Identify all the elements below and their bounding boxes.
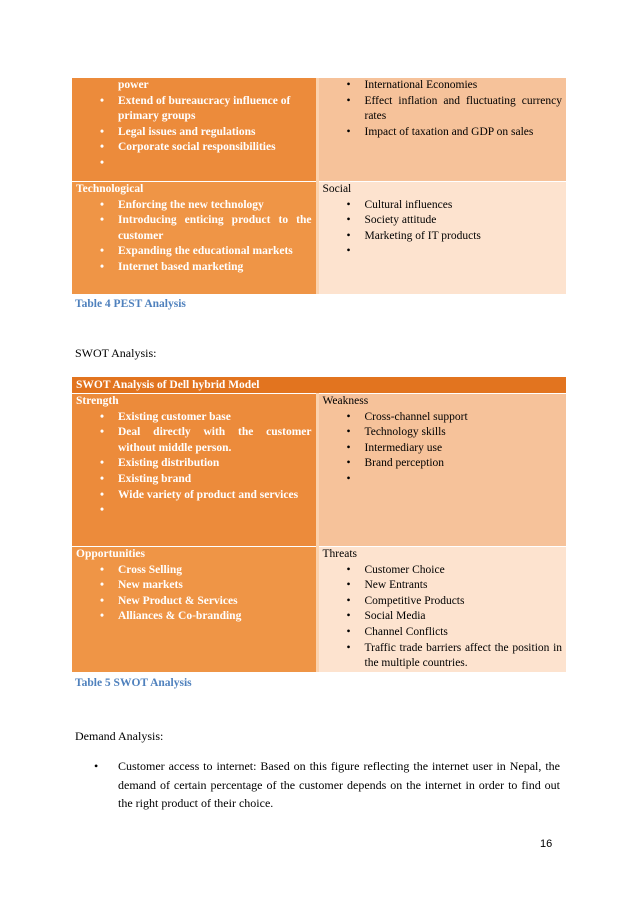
swot-threats-list xyxy=(323,563,563,672)
bullet-icon: • xyxy=(94,759,99,773)
pest-social-list xyxy=(323,198,563,260)
list-item: • New markets xyxy=(96,578,312,594)
swot-weakness-list xyxy=(323,410,563,488)
swot-opportunities-heading: Opportunities xyxy=(76,548,146,560)
list-item: • Extend of bureaucracy influence of primary groups xyxy=(96,94,312,125)
list-item: • Internet based marketing xyxy=(96,260,312,276)
list-item: power xyxy=(118,79,149,91)
swot-strength-heading: Strength xyxy=(76,395,119,407)
list-item: • Deal directly with the customer without middle person. xyxy=(96,425,312,456)
swot-table-title: SWOT Analysis of Dell hybrid Model xyxy=(72,377,566,394)
list-item: • Social Media xyxy=(343,609,563,625)
list-item: • Wide variety of product and services xyxy=(96,488,312,504)
list-item: • Cross Selling xyxy=(96,563,312,579)
swot-weakness-cell xyxy=(317,394,566,547)
swot-opportunities-list xyxy=(76,563,312,625)
list-item: • Traffic trade barriers affect the position in the multiple countries. xyxy=(343,641,563,672)
pest-row-top xyxy=(72,78,566,182)
swot-row-bottom xyxy=(72,547,566,672)
pest-technological-heading: Technological xyxy=(76,183,144,195)
list-item: • Intermediary use xyxy=(343,441,563,457)
list-item: • Brand perception xyxy=(343,456,563,472)
list-item: • Impact of taxation and GDP on sales xyxy=(343,125,563,141)
list-item: • Society attitude xyxy=(343,213,563,229)
pest-political-cell xyxy=(72,78,317,182)
list-item: • Enforcing the new technology xyxy=(96,198,312,214)
list-item: • Competitive Products xyxy=(343,594,563,610)
demand-bullet-text: Customer access to internet: Based on this figure reflecting the internet user in Nepal, the demand of certain percentage of the customer depends on the internet in order to find out the right product of their choice. xyxy=(118,759,560,811)
list-item: • Existing distribution xyxy=(96,456,312,472)
swot-title-row xyxy=(72,377,566,394)
list-item: • Existing customer base xyxy=(96,410,312,426)
list-item xyxy=(96,156,312,172)
swot-row-top xyxy=(72,394,566,547)
list-item: • New Entrants xyxy=(343,578,563,594)
list-item xyxy=(343,244,563,260)
swot-opportunities-cell xyxy=(72,547,317,672)
list-item: • New Product & Services xyxy=(96,594,312,610)
swot-table-caption: Table 5 SWOT Analysis xyxy=(75,677,192,689)
swot-weakness-heading: Weakness xyxy=(322,395,369,407)
list-item: • Expanding the educational markets xyxy=(96,244,312,260)
swot-strength-list xyxy=(76,410,312,519)
list-item: • Existing brand xyxy=(96,472,312,488)
pest-economic-cell xyxy=(317,78,566,182)
list-item: • Alliances & Co-branding xyxy=(96,609,312,625)
swot-threats-cell xyxy=(317,547,566,672)
list-item: • Cross-channel support xyxy=(343,410,563,426)
pest-technological-list xyxy=(76,198,312,276)
list-item: • Introducing enticing product to the customer xyxy=(96,213,312,244)
page-number: 16 xyxy=(540,838,553,850)
pest-economic-list xyxy=(323,78,563,140)
list-item xyxy=(343,472,563,488)
list-item: • Channel Conflicts xyxy=(343,625,563,641)
swot-threats-heading: Threats xyxy=(322,548,357,560)
pest-political-list xyxy=(76,94,312,172)
pest-social-heading: Social xyxy=(322,183,352,195)
pest-table xyxy=(72,78,566,294)
pest-social-cell xyxy=(317,182,566,295)
swot-table xyxy=(72,377,566,672)
list-item: • Legal issues and regulations xyxy=(96,125,312,141)
list-item: • Effect inflation and fluctuating currency rates xyxy=(343,94,563,125)
swot-strength-cell xyxy=(72,394,317,547)
demand-section-heading: Demand Analysis: xyxy=(75,729,164,743)
list-item: • Cultural influences xyxy=(343,198,563,214)
pest-table-caption: Table 4 PEST Analysis xyxy=(75,298,186,310)
demand-bullet xyxy=(90,757,560,813)
swot-section-heading: SWOT Analysis: xyxy=(75,346,157,360)
list-item: • Technology skills xyxy=(343,425,563,441)
list-item: • Corporate social responsibilities xyxy=(96,140,312,156)
list-item: • International Economies xyxy=(343,78,563,94)
pest-row-bottom xyxy=(72,182,566,295)
list-item: • Customer Choice xyxy=(343,563,563,579)
pest-technological-cell xyxy=(72,182,317,295)
list-item xyxy=(96,503,312,519)
list-item: • Marketing of IT products xyxy=(343,229,563,245)
